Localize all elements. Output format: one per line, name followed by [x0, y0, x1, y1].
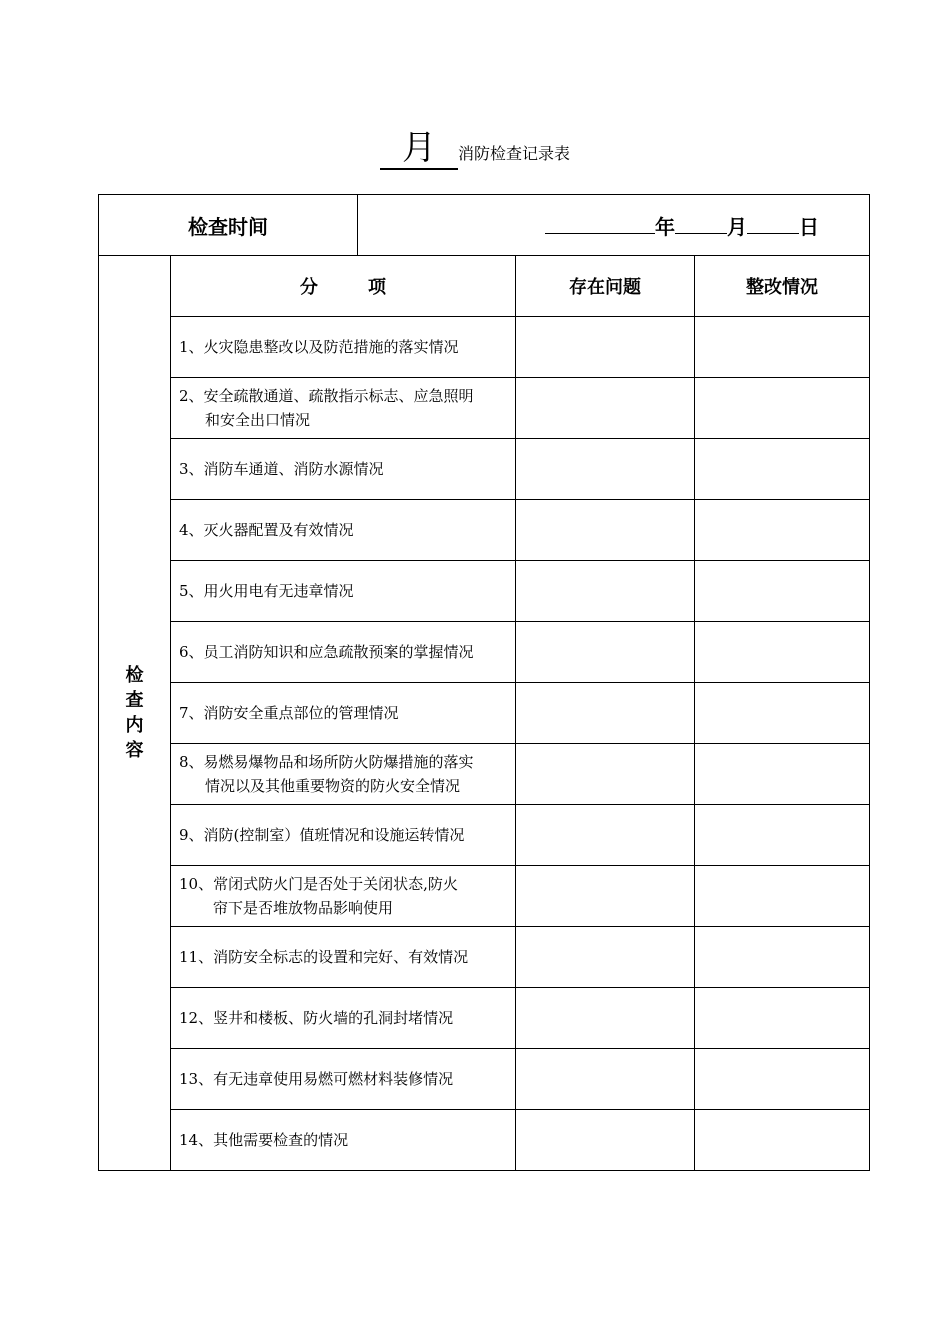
table-row — [99, 927, 870, 988]
column-header-row — [99, 256, 870, 317]
item-number: 11、 — [179, 948, 214, 966]
rectification-cell[interactable] — [695, 1049, 870, 1110]
item-text-line1: 用火用电有无违章情况 — [203, 582, 354, 600]
title-text: 消防检查记录表 — [457, 144, 570, 163]
problems-cell[interactable] — [516, 439, 695, 500]
table-row — [99, 622, 870, 683]
table-row — [99, 988, 870, 1049]
inspection-item — [171, 988, 516, 1049]
inspection-time-label: 检查时间 — [99, 195, 358, 256]
rectification-column-header: 整改情况 — [695, 256, 870, 317]
rectification-cell[interactable] — [695, 744, 870, 805]
problems-cell[interactable] — [516, 683, 695, 744]
item-number: 6、 — [179, 643, 204, 661]
rectification-cell[interactable] — [695, 439, 870, 500]
rectification-cell[interactable] — [695, 683, 870, 744]
item-number: 7、 — [179, 704, 204, 722]
table-row — [99, 500, 870, 561]
day-blank[interactable] — [747, 213, 799, 234]
item-text-line1: 消防(控制室）值班情况和设施运转情况 — [203, 826, 465, 844]
item-text-line2: 和安全出口情况 — [205, 411, 311, 429]
rectification-cell[interactable] — [695, 500, 870, 561]
inspection-date-field[interactable] — [358, 195, 870, 256]
problems-cell[interactable] — [516, 561, 695, 622]
item-text-line1: 消防车通道、消防水源情况 — [203, 460, 384, 478]
problems-cell[interactable] — [516, 744, 695, 805]
item-number: 4、 — [179, 521, 204, 539]
item-text-line1: 常闭式防火门是否处于关闭状态,防火 — [213, 875, 458, 893]
table-row — [99, 561, 870, 622]
item-text-line1: 易燃易爆物品和场所防火防爆措施的落实 — [203, 753, 474, 771]
problems-column-header: 存在问题 — [516, 256, 695, 317]
item-text-line1: 其他需要检查的情况 — [213, 1131, 349, 1149]
item-text-line2: 情况以及其他重要物资的防火安全情况 — [205, 777, 461, 795]
table-row — [99, 683, 870, 744]
item-number: 14、 — [179, 1131, 214, 1149]
inspection-item — [171, 378, 516, 439]
item-text-line1: 消防安全重点部位的管理情况 — [203, 704, 399, 722]
inspection-item — [171, 561, 516, 622]
inspection-item — [171, 927, 516, 988]
problems-cell[interactable] — [516, 317, 695, 378]
inspection-item — [171, 622, 516, 683]
item-text-line1: 竖井和楼板、防火墙的孔洞封堵情况 — [213, 1009, 454, 1027]
rectification-cell[interactable] — [695, 866, 870, 927]
problems-cell[interactable] — [516, 866, 695, 927]
rectification-cell[interactable] — [695, 317, 870, 378]
rectification-cell[interactable] — [695, 988, 870, 1049]
rectification-cell[interactable] — [695, 378, 870, 439]
table-row — [99, 866, 870, 927]
form-title — [0, 128, 950, 170]
problems-cell[interactable] — [516, 1110, 695, 1171]
inspection-content-label: 检查内容 — [99, 256, 171, 1171]
title-month: 月 — [380, 128, 458, 170]
inspection-time-row — [99, 195, 870, 256]
table-row — [99, 1110, 870, 1171]
inspection-record-table — [98, 194, 870, 1171]
rectification-cell[interactable] — [695, 622, 870, 683]
inspection-item — [171, 866, 516, 927]
inspection-item — [171, 1049, 516, 1110]
problems-cell[interactable] — [516, 378, 695, 439]
item-text-line1: 火灾隐患整改以及防范措施的落实情况 — [203, 338, 459, 356]
table-row — [99, 439, 870, 500]
item-text-line1: 灭火器配置及有效情况 — [203, 521, 354, 539]
month-blank[interactable] — [675, 213, 727, 234]
inspection-item — [171, 317, 516, 378]
item-column-header: 分 项 — [171, 256, 516, 317]
problems-cell[interactable] — [516, 1049, 695, 1110]
problems-cell[interactable] — [516, 500, 695, 561]
item-number: 10、 — [179, 875, 214, 893]
table-row — [99, 1049, 870, 1110]
rectification-cell[interactable] — [695, 561, 870, 622]
inspection-item — [171, 1110, 516, 1171]
problems-cell[interactable] — [516, 805, 695, 866]
item-number: 9、 — [179, 826, 204, 844]
inspection-item — [171, 500, 516, 561]
inspection-item — [171, 683, 516, 744]
month-label: 月 — [727, 214, 748, 239]
inspection-item — [171, 805, 516, 866]
item-text-line2: 帘下是否堆放物品影响使用 — [213, 899, 394, 917]
problems-cell[interactable] — [516, 622, 695, 683]
item-number: 12、 — [179, 1009, 214, 1027]
table-row — [99, 744, 870, 805]
rectification-cell[interactable] — [695, 927, 870, 988]
rectification-cell[interactable] — [695, 1110, 870, 1171]
item-text-line1: 消防安全标志的设置和完好、有效情况 — [213, 948, 469, 966]
inspection-item — [171, 439, 516, 500]
item-number: 1、 — [179, 338, 204, 356]
problems-cell[interactable] — [516, 988, 695, 1049]
item-number: 8、 — [179, 753, 204, 771]
year-blank[interactable] — [545, 213, 655, 234]
year-label: 年 — [655, 214, 676, 239]
item-text-line1: 员工消防知识和应急疏散预案的掌握情况 — [203, 643, 474, 661]
item-number: 3、 — [179, 460, 204, 478]
rectification-cell[interactable] — [695, 805, 870, 866]
table-row — [99, 805, 870, 866]
item-number: 2、 — [179, 387, 204, 405]
problems-cell[interactable] — [516, 927, 695, 988]
item-text-line1: 安全疏散通道、疏散指示标志、应急照明 — [203, 387, 474, 405]
day-label: 日 — [799, 214, 820, 239]
table-row — [99, 317, 870, 378]
table-row — [99, 378, 870, 439]
item-text-line1: 有无违章使用易燃可燃材料装修情况 — [213, 1070, 454, 1088]
inspection-item — [171, 744, 516, 805]
item-number: 13、 — [179, 1070, 214, 1088]
item-number: 5、 — [179, 582, 204, 600]
